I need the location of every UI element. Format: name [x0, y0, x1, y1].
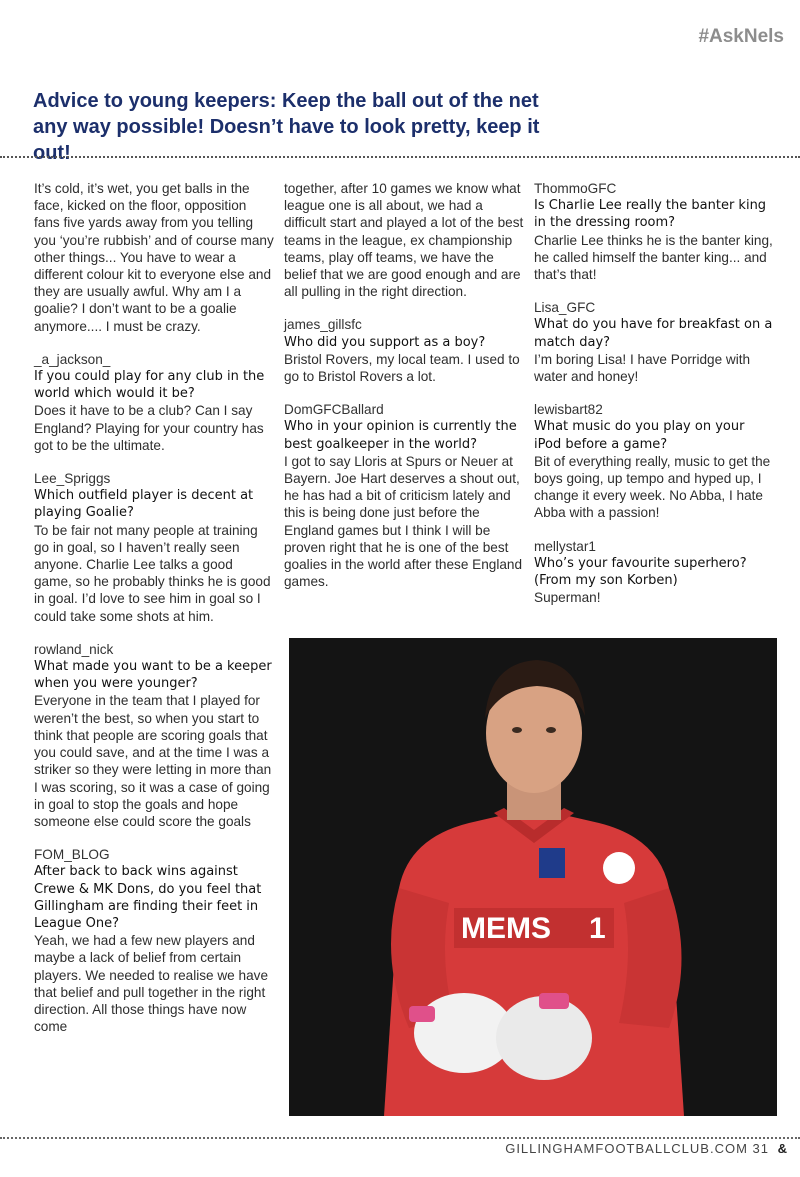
qa-answer: To be fair not many people at training go in goal, so I haven’t really seen anyone. Charlie Lee talks a good game, so he probably thinks he is good in goal. I’d love to see him in goal so I could take some shots at him. — [34, 522, 271, 624]
qa-answer-continued: together, after 10 games we know what league one is all about, we had a difficult start and played a lot of the best teams in the league, ex championship teams, play off teams, we have the belief that we are good enough and are all pulling in the right direction. — [284, 181, 524, 300]
qa-item — [34, 846, 274, 1035]
qa-handle: _a_jackson_ — [34, 351, 111, 367]
qa-item — [34, 641, 274, 830]
qa-handle: rowland_nick — [34, 641, 114, 657]
column-2 — [284, 180, 524, 606]
footer-divider — [0, 1137, 800, 1139]
club-logo-icon: & — [777, 1141, 788, 1156]
qa-item — [534, 401, 774, 521]
qa-answer: Yeah, we had a few new players and maybe a lack of belief from certain players. We needed to realise we have that belief and pull together in the right direction. All those things have now come — [34, 933, 269, 1035]
qa-handle: Lisa_GFC — [534, 300, 596, 316]
qa-handle: FOM_BLOG — [34, 847, 110, 863]
goalkeeper-photo — [289, 638, 777, 1116]
qa-item — [284, 401, 524, 590]
qa-answer: I got to say Lloris at Spurs or Neuer at Bayern. Joe Hart deserves a shout out, he has had a bit of criticism lately and this is being done just before the England games but I think I will be proven right that he is one of the best goalies in the world after these England games. — [284, 453, 523, 590]
qa-question: After back to back wins against Crewe & MK Dons, do you feel that Gillingham are finding their feet in League One? — [34, 864, 262, 931]
page-headline: Advice to young keepers: Keep the ball out of the net any way possible! Doesn’t have to look pretty, keep it out! — [33, 90, 540, 164]
qa-answer: I’m boring Lisa! I have Porridge with water and honey! — [534, 351, 751, 385]
qa-item — [534, 180, 774, 283]
qa-item — [534, 299, 774, 385]
qa-answer: Does it have to be a club? Can I say England? Playing for your country has got to be the ultimate. — [34, 403, 264, 453]
qa-question: What do you have for breakfast on a match day? — [534, 317, 773, 350]
qa-handle: ThommoGFC — [534, 181, 617, 196]
qa-handle: mellystar1 — [534, 538, 596, 554]
qa-question: Who did you support as a boy? — [284, 334, 486, 350]
page-footer — [505, 1141, 788, 1156]
qa-handle: DomGFCBallard — [284, 402, 384, 418]
qa-answer: Superman! — [534, 590, 601, 606]
qa-answer: Bristol Rovers, my local team. I used to go to Bristol Rovers a lot. — [284, 351, 520, 385]
qa-item — [34, 470, 274, 625]
intro-text: It’s cold, it’s wet, you get balls in the face, kicked on the floor, opposition fans five yards away from you telling you ‘you’re rubbish’ and of course many other things... You have to wear a different colour kit to everyone else and they are usually awful. Why am I a goalie? I don’t want to be a goalie anymore.... I must be crazy. — [34, 181, 274, 334]
hashtag: #AskNels — [698, 26, 784, 47]
shirt-number: 1 — [589, 912, 606, 945]
qa-item — [34, 351, 274, 454]
qa-question: What made you want to be a keeper when you were younger? — [34, 659, 272, 692]
qa-question: If you could play for any club in the world which would it be? — [34, 369, 265, 402]
shirt-sponsor: MEMS — [461, 912, 551, 945]
goalkeeper-illustration — [289, 638, 777, 1116]
qa-answer: Charlie Lee thinks he is the banter king, he called himself the banter king... and that’s that! — [534, 232, 773, 283]
qa-question: Who in your opinion is currently the best goalkeeper in the world? — [284, 419, 517, 452]
qa-item — [534, 538, 774, 607]
qa-question: Which outfield player is decent at playing Goalie? — [34, 488, 254, 521]
qa-question: What music do you play on your iPod before a game? — [534, 419, 745, 452]
qa-handle: Lee_Spriggs — [34, 471, 111, 487]
qa-handle: james_gillsfc — [284, 317, 362, 333]
qa-question: Is Charlie Lee really the banter king in the dressing room? — [534, 198, 767, 231]
column-1 — [34, 180, 274, 1051]
qa-item — [284, 316, 524, 385]
qa-answer: Everyone in the team that I played for weren’t the best, so when you start to think that people are scoring goals that you could save, and at the time I was a striker so they were letting in more than I was scoring, so it was a case of going in goal to stop the goals and hope someone else could score the goals — [34, 693, 272, 829]
divider — [0, 156, 800, 158]
qa-handle: lewisbart82 — [534, 402, 603, 418]
qa-answer: Bit of everything really, music to get the boys going, up tempo and hyped up, I change it every week. No Abba, I hate Abba with a passion! — [534, 453, 771, 521]
qa-question: Who’s your favourite superhero? (From my son Korben) — [534, 555, 747, 589]
column-3 — [534, 180, 774, 622]
footer-site: GILLINGHAMFOOTBALLCLUB.COM 31 — [505, 1141, 769, 1156]
